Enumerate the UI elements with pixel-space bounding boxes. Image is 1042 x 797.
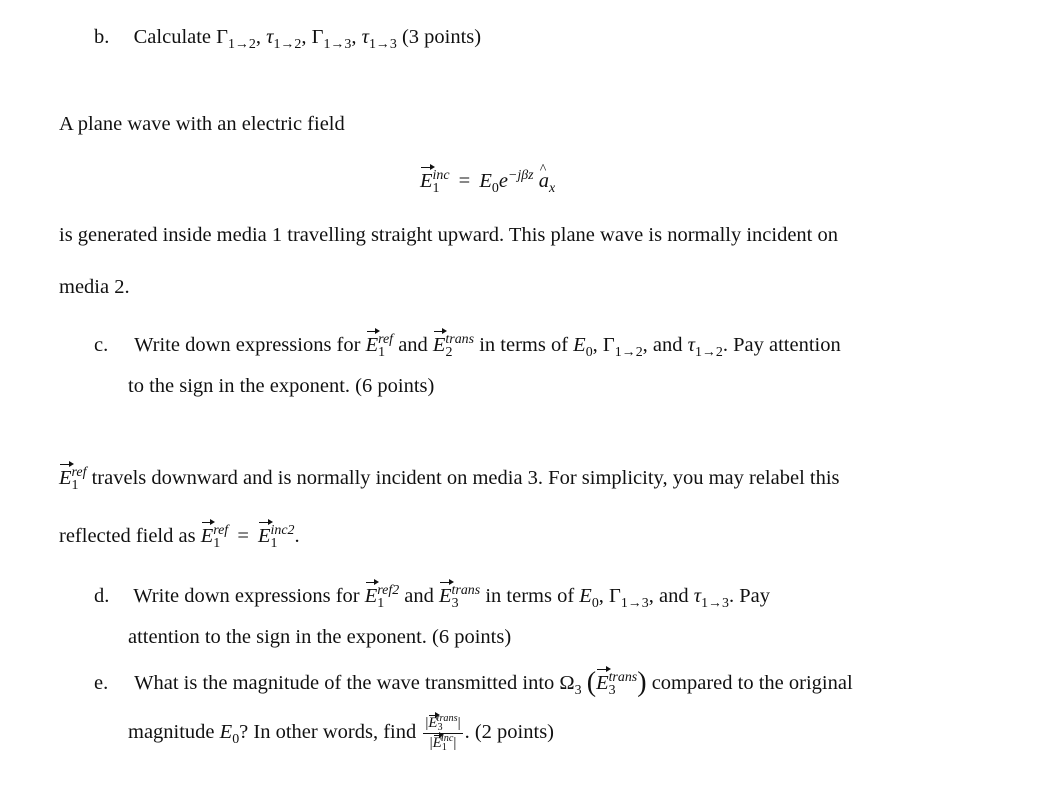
question-d: d. Write down expressions for $E_1^{ref2}$ and $E_3^{trans}$ in terms of $E_0$, $\Gamma_{1\to 3}$, and $\tau_{1\to 3}$. Pay [94,583,770,611]
question-e: e. What is the magnitude of the wave transmitted into $\Omega_3$ $(E_3^{trans})$ compared to the original [94,667,853,698]
paragraph-line: media 2. [59,276,130,298]
incident-field-equation: $E_1^{inc} = E_0e^{-j\beta z}$ ^ $a_x$ [420,168,555,194]
item-marker: d. [94,585,110,607]
paragraph-line: is generated inside media 1 travelling straight upward. This plane wave is normally incident on [59,224,838,246]
question-d-continuation: attention to the sign in the exponent. (6 points) [128,626,512,648]
paragraph-line: $E_1^{ref}$ travels downward and is normally incident on media 3. For simplicity, you may relabel this [59,465,840,493]
item-marker: e. [94,672,109,694]
question-c-continuation: to the sign in the exponent. (6 points) [128,375,435,397]
item-marker: c. [94,334,109,356]
item-marker: b. [94,26,110,48]
points-label: (3 points) [401,26,482,48]
question-text: Calculate [133,26,217,48]
question-e-continuation: magnitude $E_0$? In other words, find $\frac{|E_3^{trans}|}{|E_1^{inc}|}$ . (2 points) [128,713,555,754]
intro-text: A plane wave with an electric field [59,113,345,135]
question-c: c. Write down expressions for $E_1^{ref}$ and $E_2^{trans}$ in terms of $E_0$, $\Gamma_{1\to 2}$, and $\tau_{1\to 2}$. Pay attention [94,332,841,360]
paragraph-line: reflected field as $E_1^{ref} = E_1^{inc2}$. [59,523,300,551]
magnitude-ratio-fraction: $\frac{|E_3^{trans}|}{|E_1^{inc}|}$ [425,713,461,754]
question-b: b. Calculate $\Gamma_{1\to 2}$, $\tau_{1\to 2}$, $\Gamma_{1\to 3}$, $\tau_{1\to 3}$ (3 points) [94,26,482,52]
